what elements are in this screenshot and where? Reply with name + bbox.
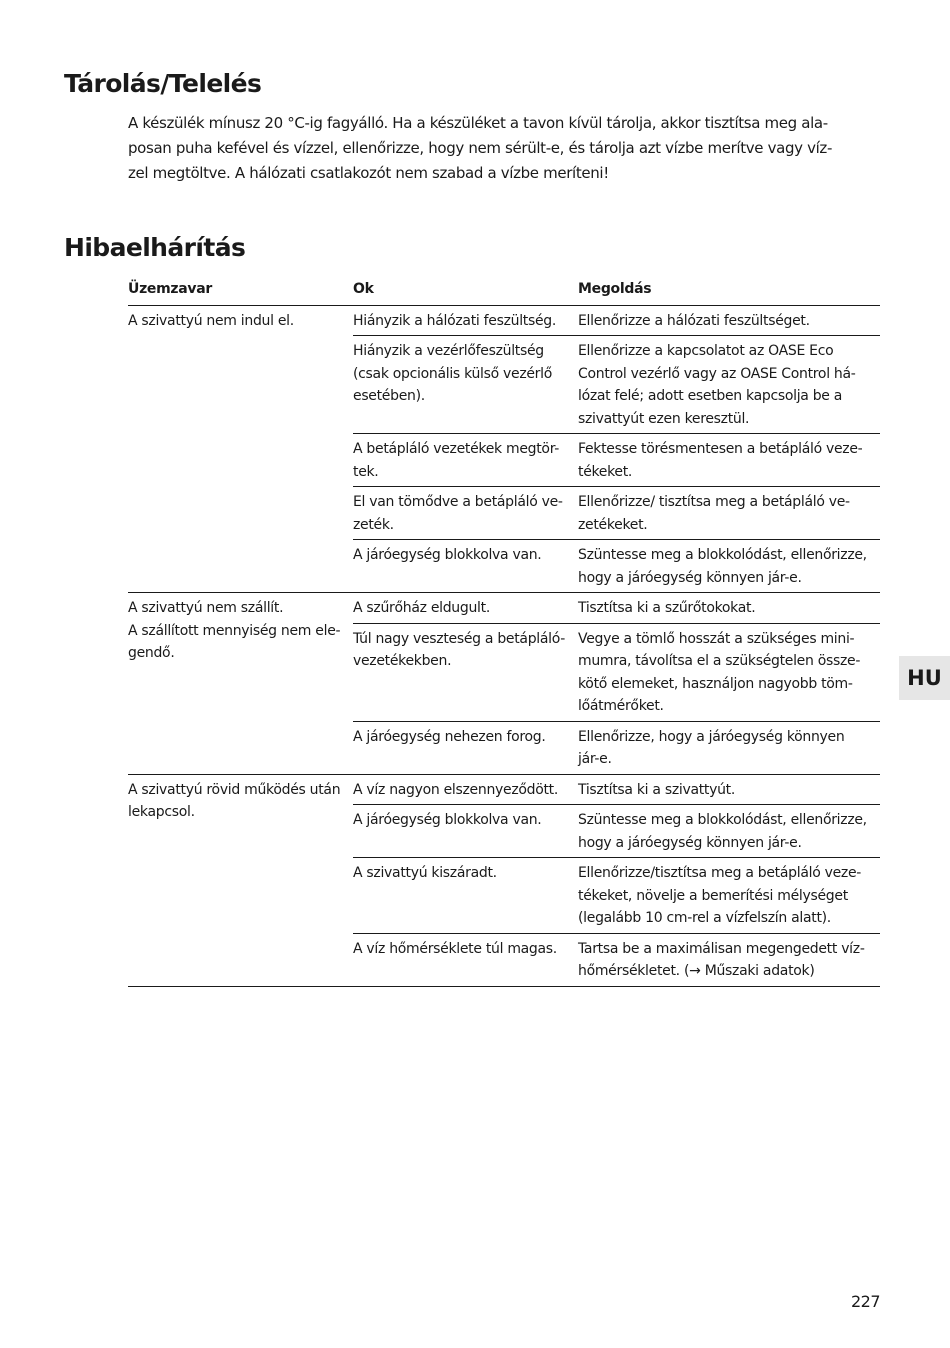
remedy-text: tékeket, növelje a bemerítési mélységet [578,887,848,904]
remedy-text: lózat felé; adott esetben kapcsolja be a [578,388,843,404]
remedy-text: Ellenőrizze a hálózati feszültséget. [578,312,810,329]
remedy-text: hogy a járóegység könnyen jár-e. [578,834,802,851]
remedy-text: (legalább 10 cm-rel a vízfelszín alatt). [578,910,831,926]
cause-cell [353,858,578,934]
table-body [128,305,880,986]
cause-cell [353,721,578,774]
cause-text: zeték. [353,516,394,533]
malfunction-text: A szivattyú rövid működés után [128,781,341,798]
remedy-cell [578,434,880,487]
cause-cell [353,623,578,721]
storage-line: zel megtöltve. A hálózati csatlakozót nem szabad a vízbe meríteni! [128,164,609,182]
remedy-cell [578,336,880,434]
page-number: 227 [850,1292,880,1311]
malfunction-cell [128,305,353,593]
remedy-cell [578,593,880,624]
storage-line: posan puha kefével és vízzel, ellenőrizze, hogy nem sérült-e, és tárolja azt vízbe merítve vagy víz- [128,139,833,157]
storage-line: A készülék mínusz 20 °C-ig fagyálló. Ha a készüléket a tavon kívül tárolja, akkor tisztítsa meg ala- [128,114,828,132]
remedy-text: kötő elemeket, használjon nagyobb töm- [578,675,853,692]
troubleshooting-heading: Hibaelhárítás [64,233,246,262]
remedy-text: Control vezérlő vagy az OASE Control há- [578,365,856,382]
remedy-text: Ellenőrizze/ tisztítsa meg a betápláló ve- [578,494,850,510]
cause-cell [353,805,578,858]
remedy-cell [578,774,880,805]
remedy-cell [578,540,880,593]
remedy-text: Tisztítsa ki a szivattyút. [578,781,735,798]
remedy-text: mumra, távolítsa el a szükségtelen össze- [578,653,861,669]
remedy-text: Ellenőrizze, hogy a járóegység könnyen [578,728,845,745]
remedy-cell [578,623,880,721]
malfunction-text: A szivattyú nem indul el. [128,312,294,329]
troubleshooting-table [128,278,880,987]
cause-text: A járóegység blokkolva van. [353,812,542,828]
remedy-text: Tisztítsa ki a szűrőtokokat. [578,600,756,616]
table-row [128,593,880,624]
remedy-text: Szüntesse meg a blokkolódást, ellenőrizze, [578,812,867,828]
storage-heading: Tárolás/Telelés [64,69,262,98]
remedy-text: Fektesse törésmentesen a betápláló veze- [578,441,863,457]
language-tab: HU [899,656,950,700]
table-header-row [128,278,880,305]
column-header-malfunction: Üzemzavar [128,278,353,305]
cause-cell [353,933,578,986]
malfunction-cell [128,593,353,775]
remedy-text: szivattyút ezen keresztül. [578,410,750,427]
cause-text: A szivattyú kiszáradt. [353,865,497,881]
cause-text: Hiányzik a hálózati feszültség. [353,312,557,329]
malfunction-text: lekapcsol. [128,804,195,820]
malfunction-text: A szállított mennyiség nem ele- [128,622,341,639]
cause-text: A víz hőmérséklete túl magas. [353,940,557,957]
cause-cell [353,434,578,487]
cause-text: tek. [353,463,379,480]
malfunction-cell [128,774,353,986]
malfunction-text: A szivattyú nem szállít. [128,600,284,616]
malfunction-text: gendő. [128,645,175,661]
cause-text: A víz nagyon elszennyeződött. [353,781,559,798]
remedy-text: Vegye a tömlő hosszát a szükséges mini- [578,630,855,647]
remedy-text: hogy a járóegység könnyen jár-e. [578,569,802,586]
cause-text: A járóegység blokkolva van. [353,547,542,563]
cause-cell [353,305,578,336]
remedy-text: Tartsa be a maximálisan megengedett víz- [578,940,865,957]
remedy-text: hőmérsékletet. (→ Műszaki adatok) [578,963,815,979]
table-row [128,305,880,336]
cause-text: esetében). [353,388,425,404]
remedy-cell [578,933,880,986]
cause-text: (csak opcionális külső vezérlő [353,365,552,382]
cause-text: El van tömődve a betápláló ve- [353,494,563,510]
cause-text: A járóegység nehezen forog. [353,728,546,745]
remedy-text: zetékeket. [578,516,648,533]
cause-text: Túl nagy veszteség a betápláló- [353,630,566,647]
cause-text: A betápláló vezetékek megtör- [353,441,560,457]
storage-paragraph [128,111,880,186]
remedy-text: Ellenőrizze a kapcsolatot az OASE Eco [578,343,834,359]
table-row [128,774,880,805]
remedy-text: lőátmérőket. [578,698,664,714]
cause-text: vezetékekben. [353,653,452,669]
remedy-cell [578,805,880,858]
remedy-cell [578,721,880,774]
remedy-cell [578,487,880,540]
remedy-text: Ellenőrizze/tisztítsa meg a betápláló veze- [578,865,862,881]
remedy-text: Szüntesse meg a blokkolódást, ellenőrizze, [578,547,867,563]
cause-text: A szűrőház eldugult. [353,600,490,616]
cause-cell [353,487,578,540]
remedy-text: tékeket. [578,463,633,480]
remedy-cell [578,305,880,336]
remedy-text: jár-e. [578,751,612,767]
column-header-cause: Ok [353,278,578,305]
cause-text: Hiányzik a vezérlőfeszültség [353,343,544,359]
cause-cell [353,336,578,434]
column-header-remedy: Megoldás [578,278,880,305]
cause-cell [353,774,578,805]
cause-cell [353,540,578,593]
cause-cell [353,593,578,624]
remedy-cell [578,858,880,934]
